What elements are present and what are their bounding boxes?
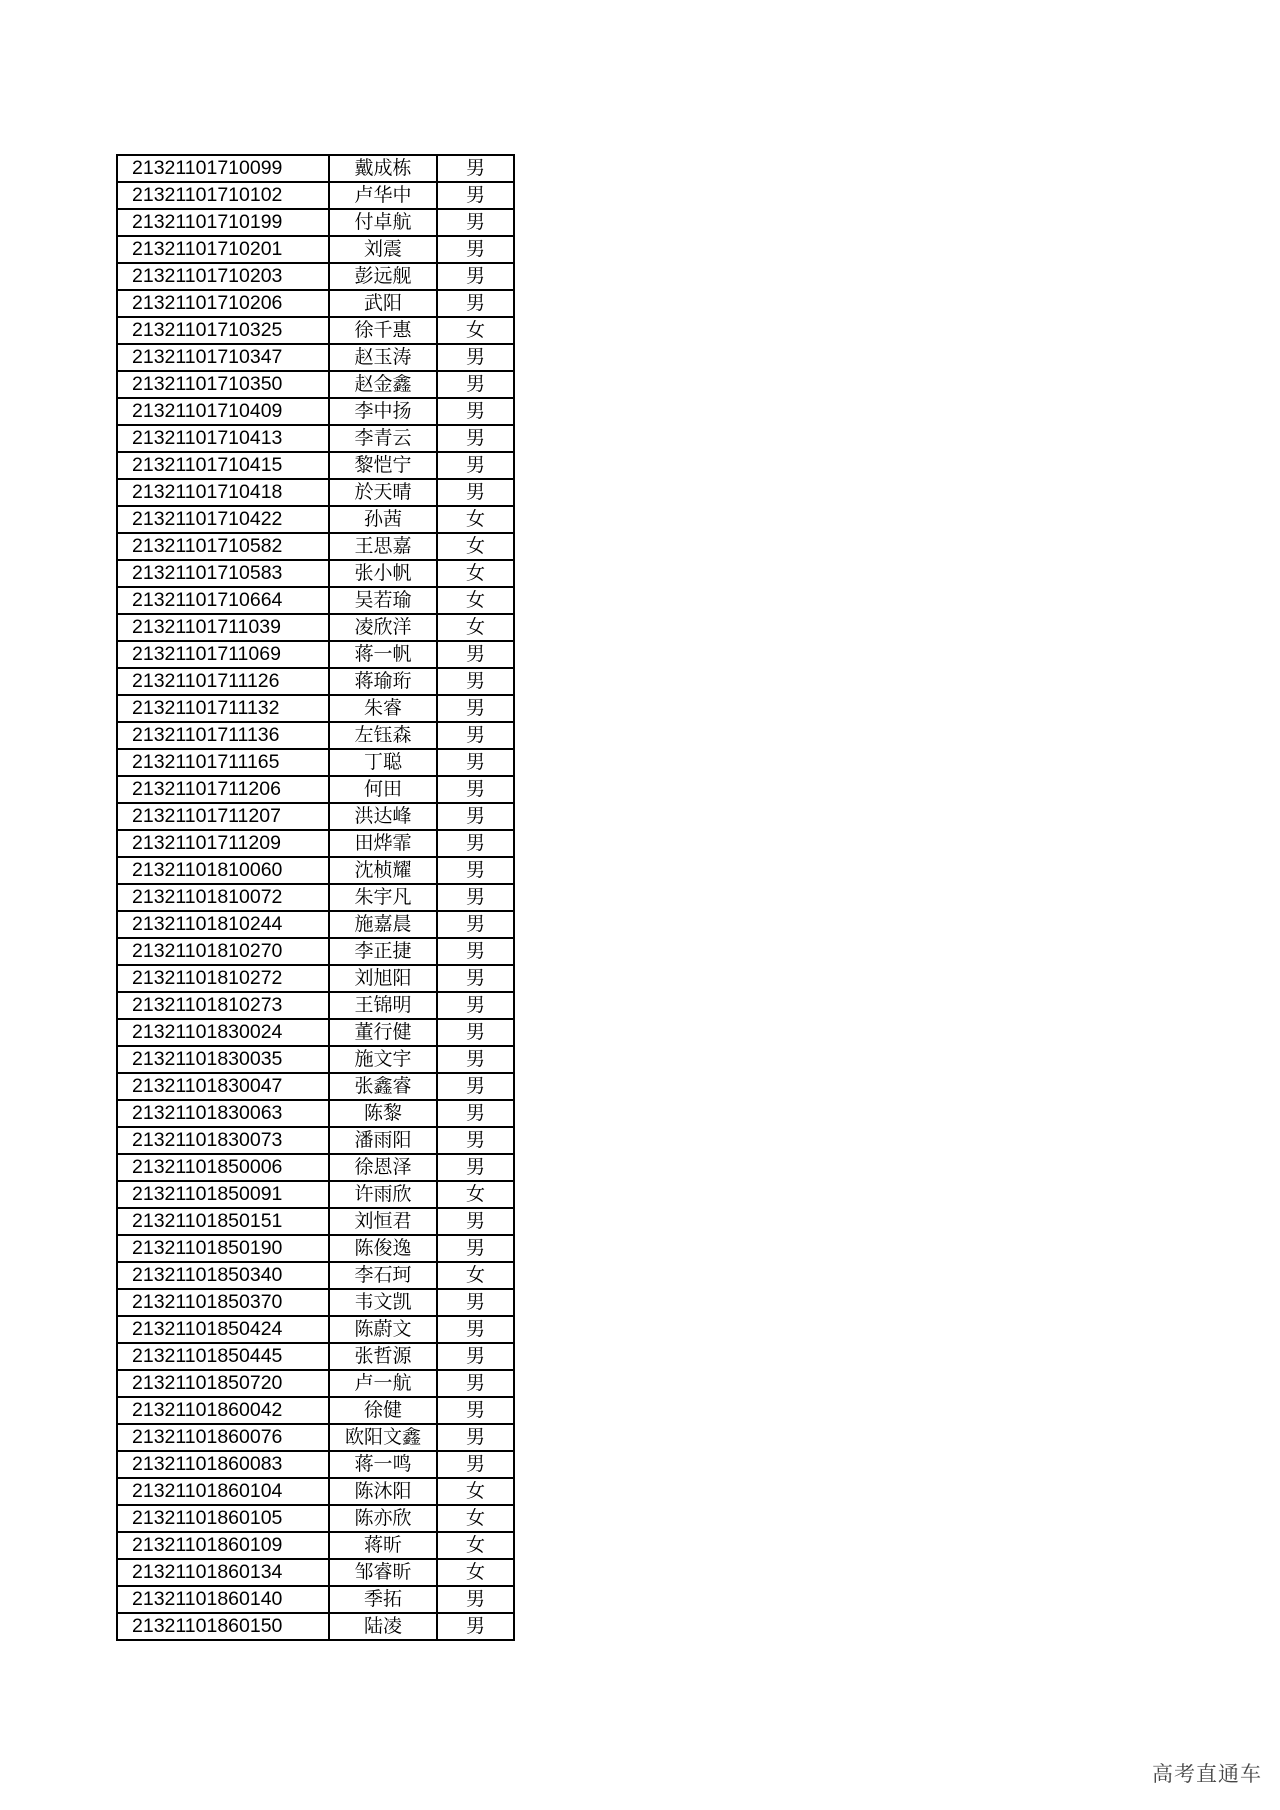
student-id-cell: 21321101710201: [117, 236, 329, 263]
table-row: [117, 209, 514, 236]
table-row: [117, 290, 514, 317]
table-row: [117, 1208, 514, 1235]
student-id-cell: 21321101860076: [117, 1424, 329, 1451]
student-name-cell: 武阳: [329, 290, 437, 317]
table-row: [117, 317, 514, 344]
student-name-cell: 李石珂: [329, 1262, 437, 1289]
student-gender-cell: 男: [437, 1208, 514, 1235]
student-name-cell: 卢华中: [329, 182, 437, 209]
table-row: [117, 506, 514, 533]
table-row: [117, 1370, 514, 1397]
student-name-cell: 蒋一帆: [329, 641, 437, 668]
student-id-cell: 21321101860150: [117, 1613, 329, 1640]
table-row: [117, 398, 514, 425]
student-id-cell: 21321101810270: [117, 938, 329, 965]
table-row: [117, 479, 514, 506]
student-gender-cell: 男: [437, 1424, 514, 1451]
table-row: [117, 614, 514, 641]
student-gender-cell: 男: [437, 371, 514, 398]
table-row: [117, 1316, 514, 1343]
table-row: [117, 1532, 514, 1559]
student-name-cell: 邹睿昕: [329, 1559, 437, 1586]
student-gender-cell: 女: [437, 1559, 514, 1586]
student-name-cell: 施嘉晨: [329, 911, 437, 938]
student-gender-cell: 女: [437, 317, 514, 344]
student-name-cell: 刘旭阳: [329, 965, 437, 992]
student-list-body: [117, 155, 514, 1640]
student-name-cell: 彭远舰: [329, 263, 437, 290]
watermark-text: 高考直通车: [1152, 1762, 1262, 1786]
student-name-cell: 蒋昕: [329, 1532, 437, 1559]
table-row: [117, 1262, 514, 1289]
student-name-cell: 陈亦欣: [329, 1505, 437, 1532]
student-gender-cell: 男: [437, 344, 514, 371]
student-gender-cell: 男: [437, 398, 514, 425]
student-name-cell: 孙茜: [329, 506, 437, 533]
student-id-cell: 21321101710206: [117, 290, 329, 317]
student-name-cell: 蒋一鸣: [329, 1451, 437, 1478]
table-row: [117, 1424, 514, 1451]
student-name-cell: 李正捷: [329, 938, 437, 965]
table-row: [117, 911, 514, 938]
student-gender-cell: 男: [437, 1289, 514, 1316]
student-name-cell: 李青云: [329, 425, 437, 452]
student-name-cell: 陈沐阳: [329, 1478, 437, 1505]
student-gender-cell: 男: [437, 1397, 514, 1424]
table-row: [117, 884, 514, 911]
student-name-cell: 张鑫睿: [329, 1073, 437, 1100]
table-row: [117, 1100, 514, 1127]
student-name-cell: 陆凌: [329, 1613, 437, 1640]
student-gender-cell: 男: [437, 209, 514, 236]
student-name-cell: 陈黎: [329, 1100, 437, 1127]
student-id-cell: 21321101810273: [117, 992, 329, 1019]
student-gender-cell: 男: [437, 1127, 514, 1154]
student-name-cell: 吴若瑜: [329, 587, 437, 614]
student-gender-cell: 男: [437, 965, 514, 992]
table-row: [117, 857, 514, 884]
student-id-cell: 21321101860105: [117, 1505, 329, 1532]
student-gender-cell: 男: [437, 425, 514, 452]
student-id-cell: 21321101810272: [117, 965, 329, 992]
student-name-cell: 徐恩泽: [329, 1154, 437, 1181]
student-gender-cell: 女: [437, 1262, 514, 1289]
student-gender-cell: 男: [437, 776, 514, 803]
student-list-table: [116, 154, 515, 1641]
student-id-cell: 21321101710199: [117, 209, 329, 236]
table-row: [117, 641, 514, 668]
student-id-cell: 21321101710325: [117, 317, 329, 344]
table-row: [117, 344, 514, 371]
student-gender-cell: 女: [437, 533, 514, 560]
student-gender-cell: 男: [437, 992, 514, 1019]
table-row: [117, 1586, 514, 1613]
student-gender-cell: 男: [437, 452, 514, 479]
student-gender-cell: 男: [437, 1073, 514, 1100]
student-id-cell: 21321101710415: [117, 452, 329, 479]
student-name-cell: 赵玉涛: [329, 344, 437, 371]
student-id-cell: 21321101850424: [117, 1316, 329, 1343]
student-name-cell: 欧阳文鑫: [329, 1424, 437, 1451]
student-id-cell: 21321101711206: [117, 776, 329, 803]
student-gender-cell: 女: [437, 1505, 514, 1532]
table-row: [117, 1154, 514, 1181]
student-gender-cell: 女: [437, 506, 514, 533]
student-name-cell: 陈俊逸: [329, 1235, 437, 1262]
student-name-cell: 何田: [329, 776, 437, 803]
student-gender-cell: 男: [437, 1235, 514, 1262]
student-gender-cell: 男: [437, 749, 514, 776]
student-id-cell: 21321101710350: [117, 371, 329, 398]
student-gender-cell: 男: [437, 1613, 514, 1640]
table-row: [117, 1397, 514, 1424]
student-id-cell: 21321101711136: [117, 722, 329, 749]
student-name-cell: 季拓: [329, 1586, 437, 1613]
student-id-cell: 21321101710409: [117, 398, 329, 425]
student-id-cell: 21321101711069: [117, 641, 329, 668]
student-gender-cell: 男: [437, 290, 514, 317]
student-gender-cell: 男: [437, 263, 514, 290]
student-gender-cell: 男: [437, 911, 514, 938]
student-name-cell: 李中扬: [329, 398, 437, 425]
student-id-cell: 21321101810244: [117, 911, 329, 938]
student-name-cell: 施文宇: [329, 1046, 437, 1073]
table-row: [117, 722, 514, 749]
student-gender-cell: 女: [437, 614, 514, 641]
student-gender-cell: 男: [437, 1316, 514, 1343]
student-gender-cell: 男: [437, 803, 514, 830]
student-gender-cell: 男: [437, 938, 514, 965]
student-gender-cell: 男: [437, 884, 514, 911]
student-name-cell: 洪达峰: [329, 803, 437, 830]
student-name-cell: 董行健: [329, 1019, 437, 1046]
student-id-cell: 21321101830024: [117, 1019, 329, 1046]
student-name-cell: 许雨欣: [329, 1181, 437, 1208]
student-name-cell: 戴成栋: [329, 155, 437, 182]
student-id-cell: 21321101711039: [117, 614, 329, 641]
student-id-cell: 21321101850720: [117, 1370, 329, 1397]
student-id-cell: 21321101830035: [117, 1046, 329, 1073]
student-id-cell: 21321101850370: [117, 1289, 329, 1316]
student-name-cell: 蒋瑜珩: [329, 668, 437, 695]
student-name-cell: 王思嘉: [329, 533, 437, 560]
table-row: [117, 1235, 514, 1262]
student-gender-cell: 女: [437, 1532, 514, 1559]
student-id-cell: 21321101850091: [117, 1181, 329, 1208]
student-id-cell: 21321101711132: [117, 695, 329, 722]
student-name-cell: 张哲源: [329, 1343, 437, 1370]
student-name-cell: 田烨霏: [329, 830, 437, 857]
table-row: [117, 1343, 514, 1370]
table-row: [117, 263, 514, 290]
table-row: [117, 155, 514, 182]
student-gender-cell: 女: [437, 587, 514, 614]
student-name-cell: 朱宇凡: [329, 884, 437, 911]
student-id-cell: 21321101711207: [117, 803, 329, 830]
student-id-cell: 21321101860134: [117, 1559, 329, 1586]
student-id-cell: 21321101850445: [117, 1343, 329, 1370]
table-row: [117, 425, 514, 452]
student-gender-cell: 男: [437, 1370, 514, 1397]
student-gender-cell: 男: [437, 1019, 514, 1046]
student-name-cell: 王锦明: [329, 992, 437, 1019]
table-row: [117, 803, 514, 830]
student-id-cell: 21321101850190: [117, 1235, 329, 1262]
table-row: [117, 965, 514, 992]
student-gender-cell: 女: [437, 560, 514, 587]
student-id-cell: 21321101810072: [117, 884, 329, 911]
student-id-cell: 21321101710664: [117, 587, 329, 614]
table-row: [117, 830, 514, 857]
table-row: [117, 371, 514, 398]
student-name-cell: 徐千惠: [329, 317, 437, 344]
table-row: [117, 452, 514, 479]
student-id-cell: 21321101711209: [117, 830, 329, 857]
student-id-cell: 21321101710583: [117, 560, 329, 587]
student-gender-cell: 男: [437, 1586, 514, 1613]
student-id-cell: 21321101850006: [117, 1154, 329, 1181]
student-name-cell: 韦文凯: [329, 1289, 437, 1316]
table-row: [117, 1478, 514, 1505]
student-id-cell: 21321101850340: [117, 1262, 329, 1289]
student-name-cell: 丁聪: [329, 749, 437, 776]
table-row: [117, 587, 514, 614]
student-name-cell: 陈蔚文: [329, 1316, 437, 1343]
student-id-cell: 21321101710102: [117, 182, 329, 209]
student-name-cell: 朱睿: [329, 695, 437, 722]
student-gender-cell: 男: [437, 1154, 514, 1181]
table-row: [117, 1019, 514, 1046]
student-gender-cell: 女: [437, 1478, 514, 1505]
student-name-cell: 沈桢耀: [329, 857, 437, 884]
student-id-cell: 21321101711126: [117, 668, 329, 695]
student-gender-cell: 男: [437, 479, 514, 506]
student-name-cell: 刘震: [329, 236, 437, 263]
student-gender-cell: 男: [437, 668, 514, 695]
table-row: [117, 992, 514, 1019]
student-gender-cell: 男: [437, 1046, 514, 1073]
student-id-cell: 21321101850151: [117, 1208, 329, 1235]
student-name-cell: 徐健: [329, 1397, 437, 1424]
student-id-cell: 21321101710422: [117, 506, 329, 533]
student-id-cell: 21321101860140: [117, 1586, 329, 1613]
student-gender-cell: 男: [437, 182, 514, 209]
student-name-cell: 黎恺宁: [329, 452, 437, 479]
student-id-cell: 21321101710203: [117, 263, 329, 290]
student-gender-cell: 男: [437, 722, 514, 749]
student-name-cell: 於天晴: [329, 479, 437, 506]
student-list-table-container: [116, 154, 515, 1641]
student-gender-cell: 男: [437, 857, 514, 884]
student-id-cell: 21321101860083: [117, 1451, 329, 1478]
table-row: [117, 695, 514, 722]
student-id-cell: 21321101710099: [117, 155, 329, 182]
table-row: [117, 560, 514, 587]
table-row: [117, 1127, 514, 1154]
student-gender-cell: 男: [437, 641, 514, 668]
student-gender-cell: 男: [437, 155, 514, 182]
table-row: [117, 1181, 514, 1208]
student-id-cell: 21321101860104: [117, 1478, 329, 1505]
student-id-cell: 21321101710347: [117, 344, 329, 371]
student-gender-cell: 男: [437, 1451, 514, 1478]
student-name-cell: 潘雨阳: [329, 1127, 437, 1154]
student-name-cell: 张小帆: [329, 560, 437, 587]
student-name-cell: 赵金鑫: [329, 371, 437, 398]
table-row: [117, 749, 514, 776]
student-name-cell: 凌欣洋: [329, 614, 437, 641]
student-id-cell: 21321101860042: [117, 1397, 329, 1424]
table-row: [117, 1073, 514, 1100]
student-name-cell: 付卓航: [329, 209, 437, 236]
table-row: [117, 1613, 514, 1640]
student-gender-cell: 男: [437, 830, 514, 857]
student-id-cell: 21321101711165: [117, 749, 329, 776]
table-row: [117, 938, 514, 965]
student-id-cell: 21321101860109: [117, 1532, 329, 1559]
table-row: [117, 533, 514, 560]
student-gender-cell: 男: [437, 695, 514, 722]
table-row: [117, 1289, 514, 1316]
student-name-cell: 卢一航: [329, 1370, 437, 1397]
student-id-cell: 21321101830047: [117, 1073, 329, 1100]
student-id-cell: 21321101810060: [117, 857, 329, 884]
student-id-cell: 21321101830073: [117, 1127, 329, 1154]
student-name-cell: 左钰森: [329, 722, 437, 749]
table-row: [117, 1505, 514, 1532]
student-gender-cell: 男: [437, 1100, 514, 1127]
table-row: [117, 776, 514, 803]
student-id-cell: 21321101710582: [117, 533, 329, 560]
table-row: [117, 236, 514, 263]
table-row: [117, 668, 514, 695]
student-id-cell: 21321101710413: [117, 425, 329, 452]
table-row: [117, 1046, 514, 1073]
student-name-cell: 刘恒君: [329, 1208, 437, 1235]
student-id-cell: 21321101710418: [117, 479, 329, 506]
student-gender-cell: 女: [437, 1181, 514, 1208]
student-gender-cell: 男: [437, 236, 514, 263]
table-row: [117, 1451, 514, 1478]
table-row: [117, 1559, 514, 1586]
student-gender-cell: 男: [437, 1343, 514, 1370]
student-id-cell: 21321101830063: [117, 1100, 329, 1127]
table-row: [117, 182, 514, 209]
